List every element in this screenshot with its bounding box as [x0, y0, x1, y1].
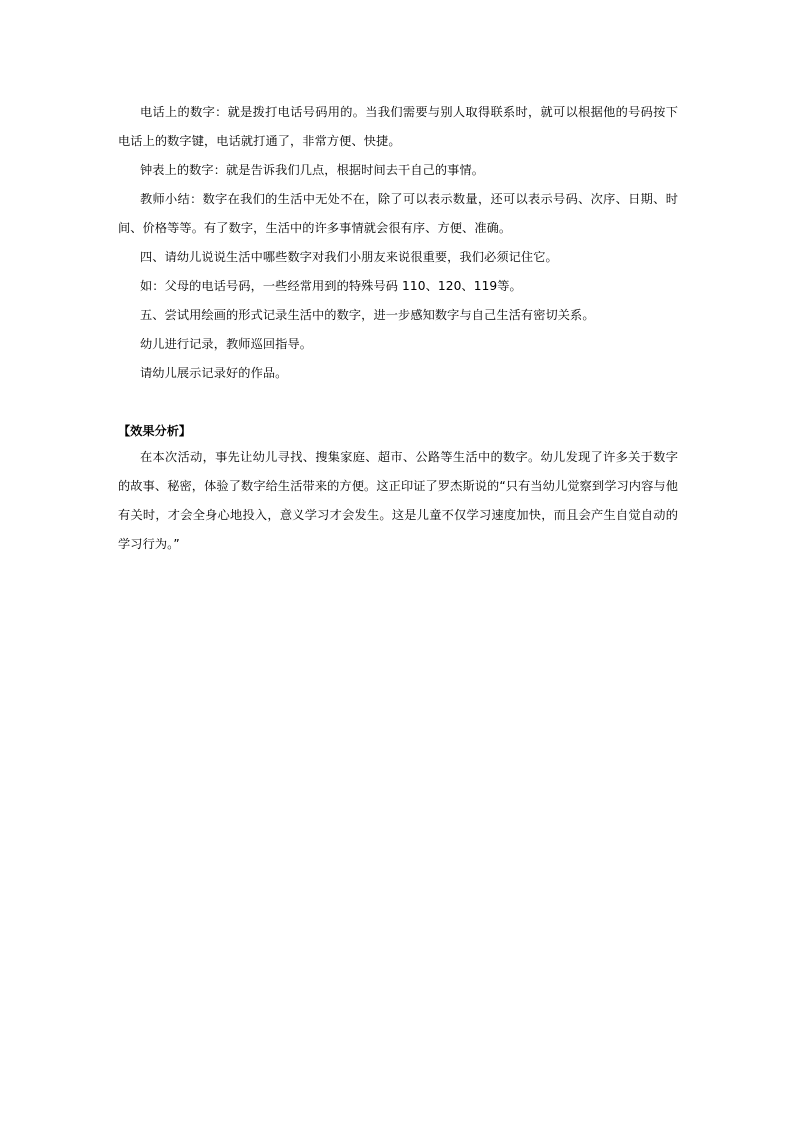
paragraph-phone-numbers: 电话上的数字：就是拨打电话号码用的。当我们需要与别人取得联系时，就可以根据他的号码按下电话上的数字键，电话就打通了，非常方便、快捷。: [118, 105, 678, 148]
effect-analysis-section: [118, 419, 678, 559]
paragraph-step-four: 四、请幼儿说说生活中哪些数字对我们小朋友来说很重要，我们必须记住它。: [140, 250, 558, 264]
paragraph-show-works: 请幼儿展示记录好的作品。: [140, 366, 288, 380]
section-heading: 【效果分析】: [118, 424, 192, 438]
activity-steps: [118, 98, 678, 388]
paragraph-example-numbers: 如：父母的电话号码，一些经常用到的特殊号码 110、120、119等。: [140, 279, 522, 293]
paragraph-teacher-summary: 教师小结：数字在我们的生活中无处不在，除了可以表示数量，还可以表示号码、次序、日期、时间、价格等等。有了数字，生活中的许多事情就会很有序、方便、准确。: [118, 192, 678, 235]
paragraph-step-five: 五、尝试用绘画的形式记录生活中的数字，进一步感知数字与自己生活有密切关系。: [140, 308, 595, 322]
analysis-paragraph: 在本次活动，事先让幼儿寻找、搜集家庭、超市、公路等生活中的数字。幼儿发现了许多关于数字的故事、秘密，体验了数字给生活带来的方便。这正印证了罗杰斯说的“只有当幼儿觉察到学习内容与他有关时，才会全身心地投入，意义学习才会发生。这是儿童不仅学习速度加快，而且会产生自觉自动的学习行为。”: [118, 450, 678, 551]
paragraph-clock-numbers: 钟表上的数字：就是告诉我们几点，根据时间去干自己的事情。: [140, 163, 485, 177]
paragraph-children-record: 幼儿进行记录，教师巡回指导。: [140, 337, 313, 351]
